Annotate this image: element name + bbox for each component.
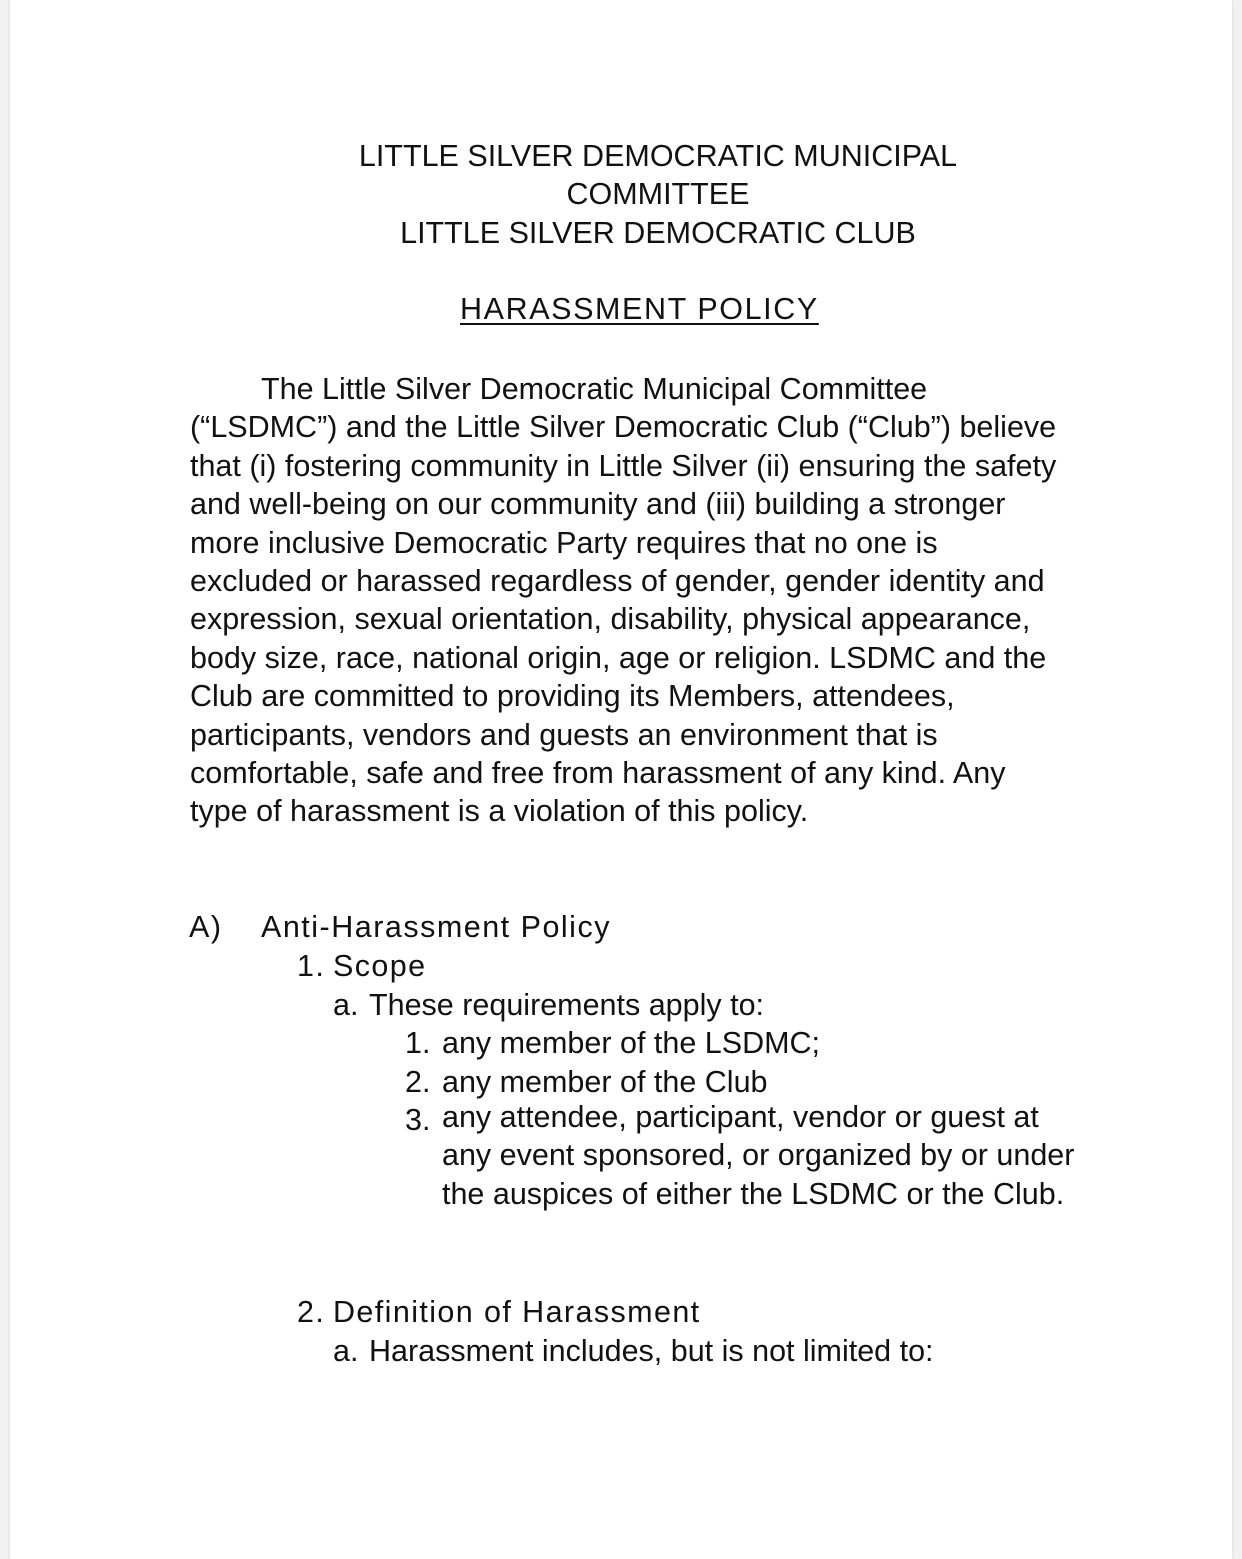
scope-list-item: any member of the Club	[442, 1065, 768, 1099]
definition-item-a-text: Harassment includes, but is not limited to:	[369, 1334, 934, 1368]
scope-number: 1.	[297, 949, 326, 983]
header-line-1: LITTLE SILVER DEMOCRATIC MUNICIPAL	[358, 139, 958, 173]
scope-list-item: any member of the LSDMC;	[442, 1026, 821, 1060]
section-a-marker: A)	[189, 910, 223, 944]
scope-list-item: any attendee, participant, vendor or guest at any event sponsored, or organized by or under the auspices of either the LSDMC or the Club.	[442, 1100, 1075, 1211]
definition-item-a-marker: a.	[333, 1334, 359, 1368]
scope-list-number: 2.	[405, 1065, 431, 1099]
policy-title: HARASSMENT POLICY	[460, 292, 819, 326]
section-a-title: Anti-Harassment Policy	[261, 910, 611, 944]
definition-number: 2.	[297, 1295, 326, 1329]
header-line-3: LITTLE SILVER DEMOCRATIC CLUB	[400, 216, 916, 250]
scope-title: Scope	[333, 949, 427, 983]
definition-title: Definition of Harassment	[333, 1295, 701, 1329]
scope-item-a-marker: a.	[333, 988, 359, 1022]
intro-paragraph: The Little Silver Democratic Municipal Committee (“LSDMC”) and the Little Silver Democratic Club (“Club”) believe that (i) fostering community in Little Silver (ii) ensuring the safety and well-being on our community and (iii) building a stronger more inclusive Democratic Party requires that no one is excluded or harassed regardless of gender, gender identity and expression, sexual orientation, disability, physical appearance, body size, race, national origin, age or religion. LSDMC and the Club are committed to providing its Members, attendees, participants, vendors and guests an environment that is comfortable, safe and free from harassment of any kind. Any type of harassment is a violation of this policy.	[190, 372, 1057, 829]
header-line-2: COMMITTEE	[566, 177, 750, 211]
scope-item-a-text: These requirements apply to:	[369, 988, 765, 1022]
document-page	[10, 0, 1232, 1559]
scope-list-number: 1.	[405, 1026, 431, 1060]
scope-list-number: 3.	[405, 1103, 431, 1137]
